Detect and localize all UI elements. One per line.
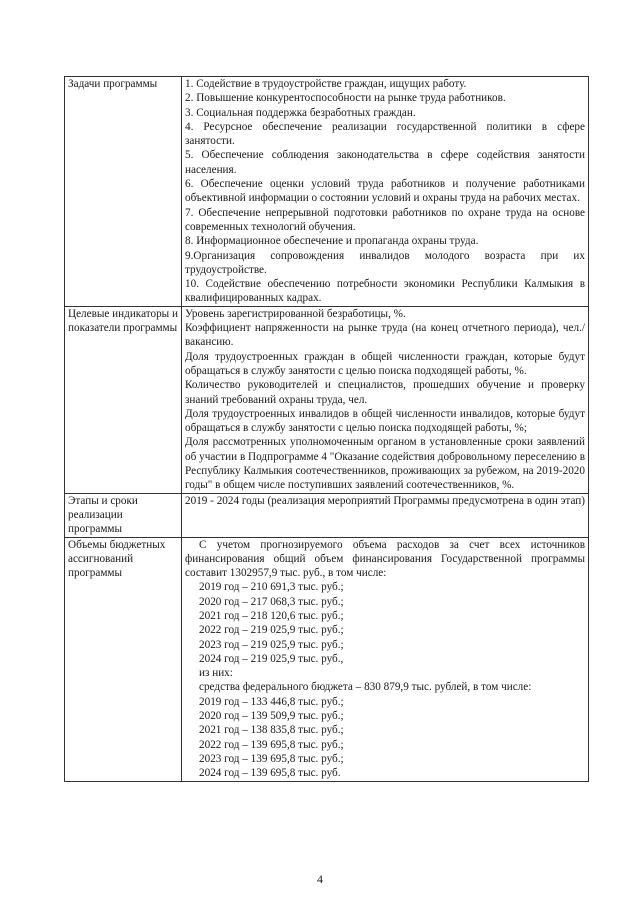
list-item: 5. Обеспечение соблюдения законодательства в сфере содействия занятости населения. — [185, 149, 585, 176]
budget-federal: средства федерального бюджета – 830 879,9 тыс. рублей, в том числе: — [199, 681, 532, 694]
list-item: 7. Обеспечение непрерывной подготовки работников по охране труда на основе современных технологий обучения. — [185, 206, 585, 233]
list-item: 8. Информационное обеспечение и пропаганда охраны труда. — [185, 235, 479, 248]
row-content — [182, 77, 589, 307]
budget-year: 2019 год – 210 691,3 тыс. руб.; — [199, 581, 344, 594]
list-item: 10. Содействие обеспечению потребности экономики Республики Калмыкия в квалифицированных кадрах. — [185, 278, 585, 305]
list-item: Коэффициент напряженности на рынке труда (на конец отчетного периода), чел./вакансию. — [185, 322, 585, 349]
federal-year: 2024 год – 139 695,8 тыс. руб. — [199, 767, 341, 780]
federal-year: 2020 год – 139 509,9 тыс. руб.; — [199, 710, 344, 723]
list-item: 2. Повышение конкурентоспособности на рынке труда работников. — [185, 92, 506, 105]
table-row — [65, 306, 589, 493]
table-row — [65, 77, 589, 307]
list-item: 4. Ресурсное обеспечение реализации государственной политики в сфере занятости. — [185, 120, 585, 148]
row-content — [182, 537, 589, 781]
row-label: Целевые индикаторы и показатели программы — [65, 306, 182, 493]
budget-intro: С учетом прогнозируемого объема расходов за счет всех источников финансирования общий объем финансирования Государственной программы составит 1302957,9 тыс. руб., в том числе: — [185, 538, 585, 580]
list-item: Количество руководителей и специалистов, прошедших обучение и проверку знаний требований охраны труда, чел. — [185, 379, 585, 406]
page-number: 4 — [317, 872, 323, 886]
table-row — [65, 493, 589, 537]
list-item: 6. Обеспечение оценки условий труда работников и получение работниками объективной информации о состоянии условий и охраны труда на рабочих местах. — [185, 178, 585, 205]
list-item: 2019 - 2024 годы (реализация мероприятий Программы предусмотрена в один этап) — [185, 494, 585, 507]
federal-year: 2019 год – 133 446,8 тыс. руб.; — [199, 695, 344, 708]
list-item: Доля трудоустроенных инвалидов в общей численности инвалидов, которые будут обращаться в службу занятости с целью поиска подходящей работы, %; — [185, 407, 585, 435]
budget-year: 2020 год – 217 068,3 тыс. руб.; — [199, 595, 344, 608]
row-content — [182, 306, 589, 493]
list-item: Уровень зарегистрированной безработицы, %. — [185, 307, 406, 320]
table-row — [65, 537, 589, 781]
federal-year: 2022 год – 139 695,8 тыс. руб.; — [199, 738, 344, 751]
list-item: Доля трудоустроенных граждан в общей численности граждан, которые будут обращаться в службу занятости с целью поиска подходящей работы, %. — [185, 350, 585, 377]
list-item: Доля рассмотренных уполномоченным органом в установленные сроки заявлений об участии в Подпрограмме 4 "Оказание содействия добровольному переселению в Республику Калмыкия соотечественников, проживающих за рубежом, на 2019-2020 годы" в общем числе поступивших заявлений соотечественников, %. — [185, 436, 585, 492]
list-item: 9.Организация сопровождения инвалидов молодого возраста при их трудоустройстве. — [185, 249, 585, 276]
federal-year: 2021 год – 138 835,8 тыс. руб.; — [199, 724, 344, 737]
row-label: Объемы бюджетных ассигнований программы — [65, 537, 182, 781]
program-passport-table — [64, 76, 589, 782]
row-content — [182, 493, 589, 537]
federal-year: 2023 год – 139 695,8 тыс. руб.; — [199, 752, 344, 765]
list-item: 1. Содействие в трудоустройстве граждан, ищущих работу. — [185, 78, 467, 90]
budget-year: 2023 год – 219 025,9 тыс. руб.; — [199, 638, 344, 651]
row-label: Задачи программы — [65, 77, 182, 307]
list-item: 3. Социальная поддержка безработных граждан. — [185, 106, 416, 119]
budget-of-them: из них: — [199, 667, 233, 680]
row-label: Этапы и сроки реализации программы — [65, 493, 182, 537]
budget-year: 2022 год – 219 025,9 тыс. руб.; — [199, 624, 344, 637]
budget-year: 2024 год – 219 025,9 тыс. руб., — [199, 652, 344, 665]
budget-year: 2021 год – 218 120,6 тыс. руб.; — [199, 609, 344, 622]
